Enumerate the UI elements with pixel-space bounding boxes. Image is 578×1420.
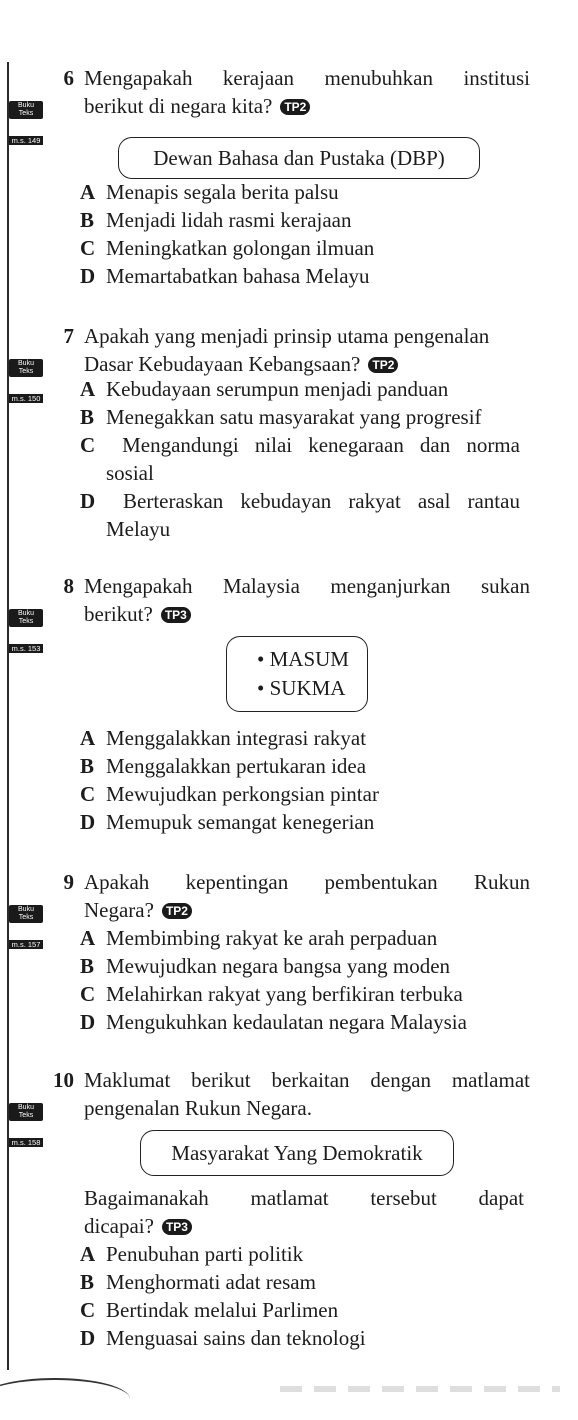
question-9-line2: Negara? bbox=[84, 898, 154, 922]
question-number: 7 bbox=[63, 324, 74, 348]
question-10-continued: Bagaimanakah matlamat tersebut dapat dicapai? TP3 bbox=[84, 1186, 524, 1238]
tp-badge: TP3 bbox=[161, 607, 191, 623]
question-number: 6 bbox=[63, 66, 74, 90]
option-6A[interactable]: A Menapis segala berita palsu bbox=[80, 180, 339, 204]
info-box-q6: Dewan Bahasa dan Pustaka (DBP) bbox=[118, 137, 480, 179]
question-number: 10 bbox=[53, 1068, 74, 1092]
textbook-reference: Buku Teks m.s. 158 bbox=[8, 1096, 44, 1152]
tp-badge: TP2 bbox=[368, 357, 398, 373]
option-9D[interactable]: D Mengukuhkan kedaulatan negara Malaysia bbox=[80, 1010, 467, 1034]
option-10B[interactable]: B Menghormati adat resam bbox=[80, 1270, 316, 1294]
option-9A[interactable]: A Membimbing rakyat ke arah perpaduan bbox=[80, 926, 438, 950]
question-number: 8 bbox=[63, 574, 74, 598]
option-10D[interactable]: D Menguasai sains dan teknologi bbox=[80, 1326, 366, 1350]
textbook-reference: Buku Teks m.s. 150 bbox=[8, 352, 44, 408]
question-6 bbox=[11, 64, 530, 145]
tp-badge: TP2 bbox=[162, 903, 192, 919]
option-10A[interactable]: A Penubuhan parti politik bbox=[80, 1242, 304, 1266]
word: Mengapakah bbox=[84, 66, 193, 90]
info-box-q8: • MASUM • SUKMA bbox=[226, 636, 368, 712]
question-6-line2: berikut di negara kita? bbox=[84, 94, 273, 118]
page-footer-faint bbox=[280, 1386, 560, 1392]
option-6B[interactable]: B Menjadi lidah rasmi kerajaan bbox=[80, 208, 352, 232]
tp-badge: TP3 bbox=[162, 1219, 192, 1235]
word: kerajaan bbox=[222, 66, 295, 90]
page-edge-curve bbox=[0, 1378, 130, 1420]
option-7C[interactable]: C Mengandungi nilai kenegaraan dan norma sosial bbox=[80, 433, 520, 485]
textbook-reference: Buku Teks m.s. 153 bbox=[8, 602, 44, 658]
word: menubuhkan bbox=[324, 66, 433, 90]
option-9B[interactable]: B Mewujudkan negara bangsa yang moden bbox=[80, 954, 451, 978]
option-7B[interactable]: B Menegakkan satu masyarakat yang progresif bbox=[80, 405, 482, 429]
margin-line bbox=[7, 62, 9, 1370]
question-10-line2: pengenalan Rukun Negara. bbox=[84, 1096, 312, 1120]
textbook-reference: Buku Teks m.s. 157 bbox=[8, 898, 44, 954]
question-8-line2: berikut? bbox=[84, 602, 153, 626]
option-6D[interactable]: D Memartabatkan bahasa Melayu bbox=[80, 264, 370, 288]
option-8C[interactable]: C Mewujudkan perkongsian pintar bbox=[80, 782, 379, 806]
option-8B[interactable]: B Menggalakkan pertukaran idea bbox=[80, 754, 367, 778]
question-8 bbox=[11, 572, 530, 653]
option-8A[interactable]: A Menggalakkan integrasi rakyat bbox=[80, 726, 367, 750]
question-8-line1: 8 Mengapakah Malaysia menganjurkan sukan bbox=[40, 572, 530, 600]
textbook-reference: Buku Teks m.s. 149 bbox=[8, 94, 44, 150]
question-6-line1 bbox=[40, 64, 530, 92]
option-10C[interactable]: C Bertindak melalui Parlimen bbox=[80, 1298, 339, 1322]
question-number: 9 bbox=[63, 870, 74, 894]
option-7D[interactable]: D Berteraskan kebudayan rakyat asal rantau Melayu bbox=[80, 489, 520, 541]
question-7-line2: Dasar Kebudayaan Kebangsaan? bbox=[84, 352, 361, 376]
question-7-line1: 7 Apakah yang menjadi prinsip utama pengenalan bbox=[40, 322, 530, 350]
question-10 bbox=[11, 1066, 530, 1147]
word: institusi bbox=[463, 66, 530, 90]
option-6C[interactable]: C Meningkatkan golongan ilmuan bbox=[80, 236, 375, 260]
question-10-line1: 10 Maklumat berikut berkaitan dengan matlamat bbox=[40, 1066, 530, 1094]
question-9-line1: 9 Apakah kepentingan pembentukan Rukun bbox=[40, 868, 530, 896]
option-8D[interactable]: D Memupuk semangat kenegerian bbox=[80, 810, 375, 834]
info-box-q10: Masyarakat Yang Demokratik bbox=[140, 1130, 454, 1176]
option-7A[interactable]: A Kebudayaan serumpun menjadi panduan bbox=[80, 377, 449, 401]
option-9C[interactable]: C Melahirkan rakyat yang berfikiran terbuka bbox=[80, 982, 463, 1006]
tp-badge: TP2 bbox=[280, 99, 310, 115]
